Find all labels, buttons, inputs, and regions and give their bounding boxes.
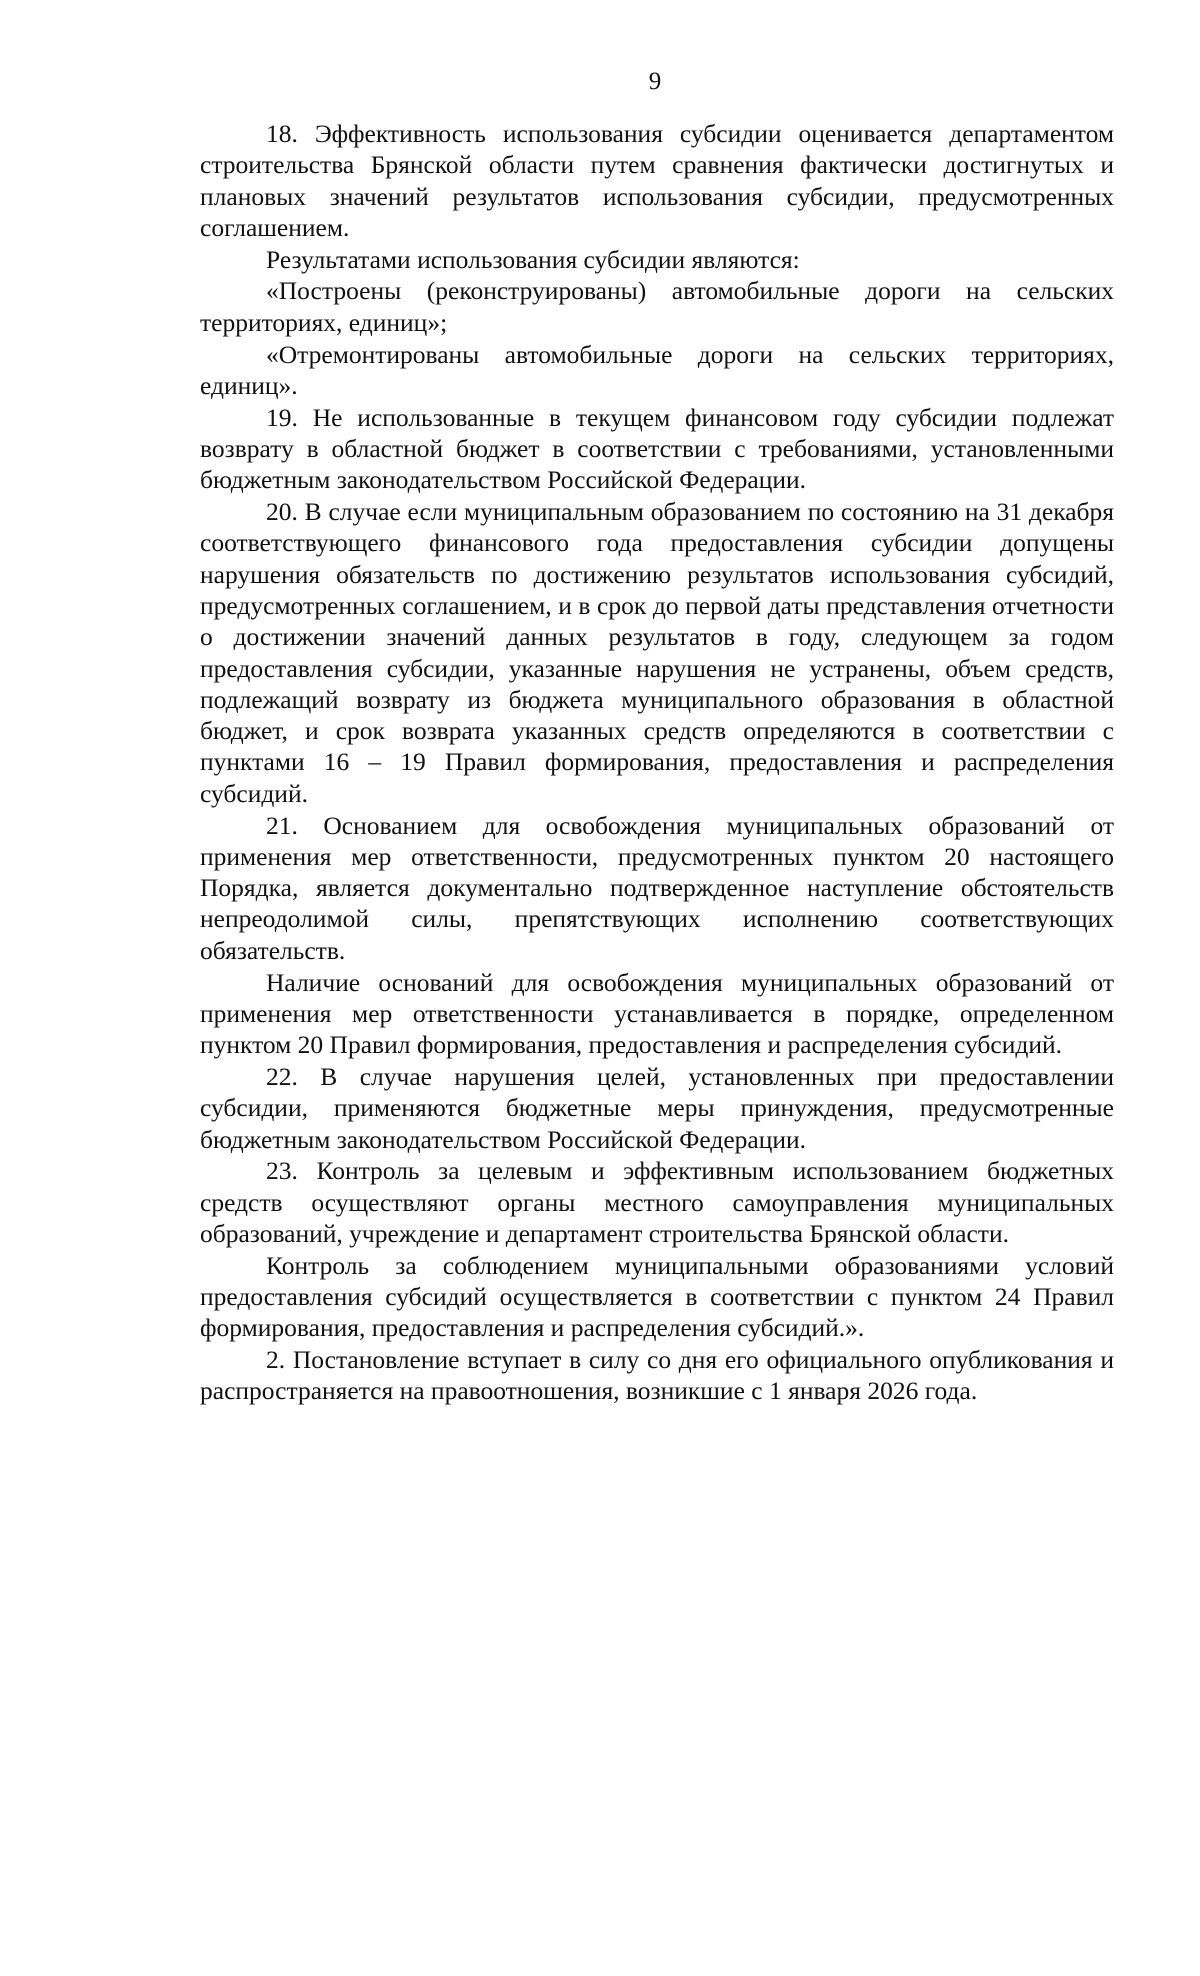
- paragraph-result-repaired-roads: «Отремонтированы автомобильные дороги на сельских территориях, единиц».: [200, 339, 1114, 400]
- paragraph-results-intro: Результатами использования субсидии являются:: [266, 244, 800, 274]
- paragraph-result-built-roads: «Построены (реконструированы) автомобильные дороги на сельских территориях, единиц»;: [200, 276, 1114, 337]
- page-number: 9: [648, 68, 662, 95]
- paragraph-18-evaluation: 18. Эффективность использования субсидии оценивается департаментом строительства Брянской области путем сравнения фактически достигнутых и плановых значений результатов использования субсидии, предусмотренных соглашением.: [200, 119, 1114, 242]
- paragraph-20-violations: 20. В случае если муниципальным образованием по состоянию на 31 декабря соответствующего финансового года предоставления субсидии допущены нарушения обязательств по достижению результатов использования субсидий, предусмотренных соглашением, и в срок до первой даты представления отчетности о достижении значений данных результатов в году, следующем за годом предоставления субсидии, указанные нарушения не устранены, объем средств, подлежащий возврату из бюджета муниципального образования в областной бюджет, и срок возврата указанных средств определяются в соответствии с пунктами 16 – 19 Правил формирования, предоставления и распределения субсидий.: [200, 497, 1114, 808]
- paragraph-19-return-unused: 19. Не использованные в текущем финансовом году субсидии подлежат возврату в областной бюджет в соответствии с требованиями, установленными бюджетным законодательством Российской Федерации.: [200, 402, 1114, 495]
- paragraph-control-conditions: Контроль за соблюдением муниципальными образованиями условий предоставления субсидий осуществляется в соответствии с пунктом 24 Правил формирования, предоставления и распределения субсидий.».: [200, 1250, 1114, 1343]
- paragraph-exemption-grounds: Наличие оснований для освобождения муниципальных образований от применения мер ответственности устанавливается в порядке, определенном пунктом 20 Правил формирования, предоставления и распределения субсидий.: [200, 967, 1114, 1060]
- paragraph-21-force-majeure: 21. Основанием для освобождения муниципальных образований от применения мер ответственности, предусмотренных пунктом 20 настоящего Порядка, является документально подтвержденное наступление обстоятельств непреодолимой силы, препятствующих исполнению соответствующих обязательств.: [200, 810, 1114, 965]
- paragraph-22-misuse: 22. В случае нарушения целей, установленных при предоставлении субсидии, применяются бюджетные меры принуждения, предусмотренные бюджетным законодательством Российской Федерации.: [200, 1061, 1114, 1154]
- paragraph-23-control: 23. Контроль за целевым и эффективным использованием бюджетных средств осуществляют органы местного самоуправления муниципальных образований, учреждение и департамент строительства Брянской области.: [200, 1156, 1114, 1248]
- document-body: [200, 118, 1114, 1407]
- paragraph-2-entry-into-force: 2. Постановление вступает в силу со дня его официального опубликования и распространяется на правоотношения, возникшие с 1 января 2026 года.: [200, 1345, 1114, 1406]
